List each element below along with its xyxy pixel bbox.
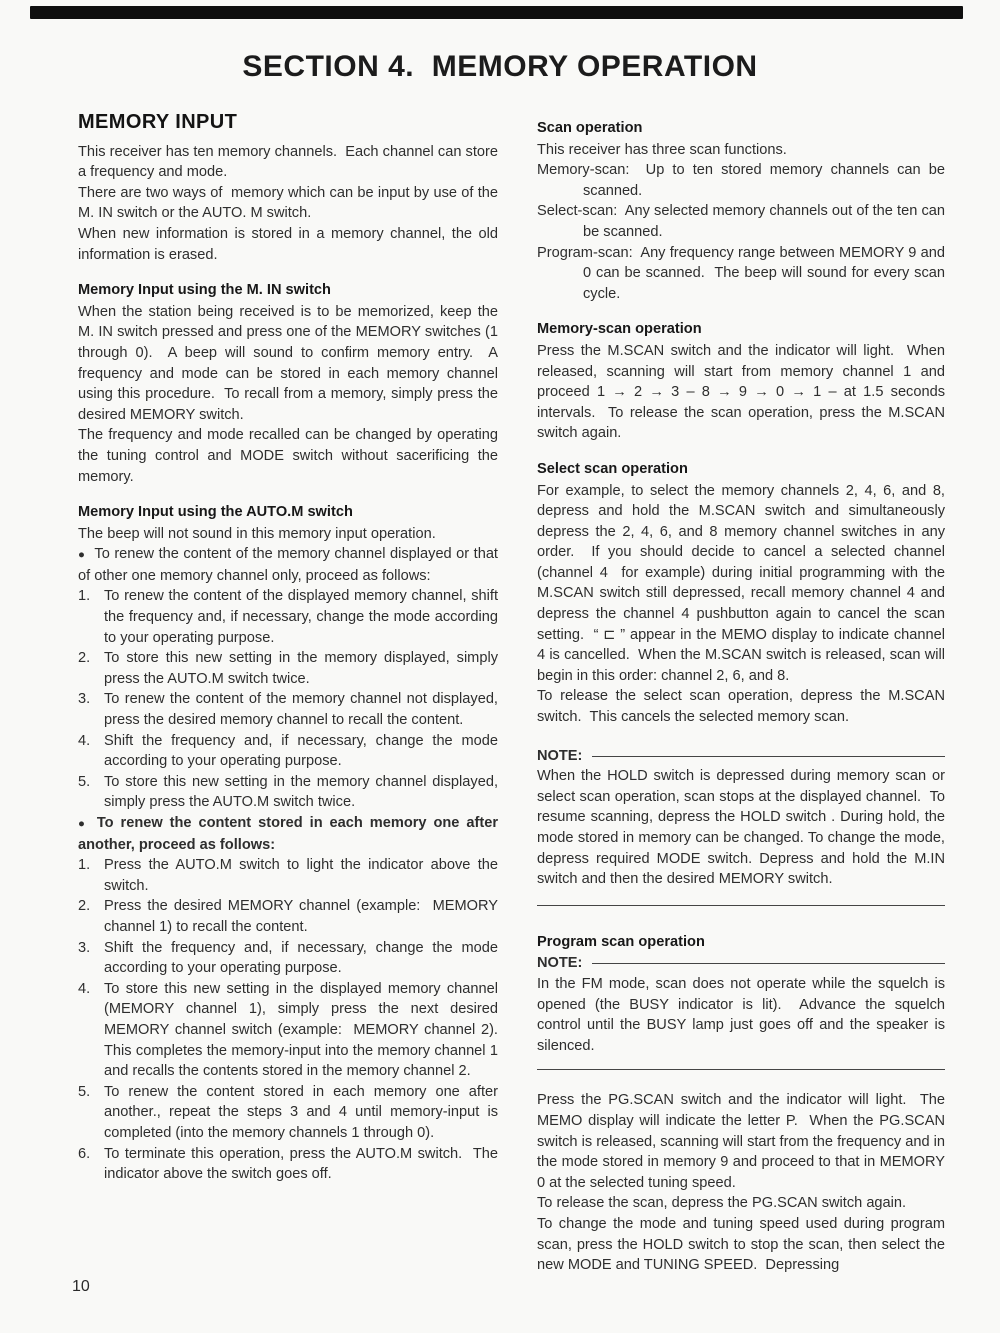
scan-definition: Program-scan: Any frequency range between MEMORY 9 and 0 can be scanned. The beep will sound for every scan cycle. bbox=[537, 244, 950, 302]
item-text: To renew the content of the memory channel not displayed, press the desired memory channel to recall the content. bbox=[104, 691, 503, 729]
note-paragraph: When the HOLD switch is depressed during memory scan or select scan operation, scan stops at the displayed channel. To resume scanning, depress the HOLD switch . During hold, the mode stored in memory can be changed. To change the mode, depress required MODE switch. Depress and hold the M.IN switch and then the desired MEMORY switch. bbox=[537, 768, 950, 888]
note-rule-line bbox=[592, 756, 945, 757]
bullet-paragraph bbox=[78, 813, 503, 855]
program-scan-heading: Program scan operation bbox=[537, 933, 705, 950]
numbered-item bbox=[78, 979, 507, 1082]
right-column bbox=[537, 118, 950, 1276]
memory-scan-paragraph: Press the M.SCAN switch and the indicator will light. When released, scanning will start from memory channel 1 and proceed 1 → 2 → 3 – 8 → 9 → 0 → 1 – at 1.5 seconds intervals. To release the scan operation, press the M.SCAN switch again. bbox=[537, 342, 950, 442]
select-scan-paragraph: To release the select scan operation, depress the M.SCAN switch. This cancels the selected memory scan. bbox=[537, 688, 950, 726]
item-number: 4. bbox=[78, 980, 91, 997]
autom-switch-paragraph: The beep will not sound in this memory input operation. bbox=[78, 525, 436, 542]
min-switch-paragraph: The frequency and mode recalled can be changed by operating the tuning control and MODE switch without sacerificing the memory. bbox=[78, 427, 503, 485]
note-label: NOTE: bbox=[537, 955, 583, 972]
item-number: 4. bbox=[78, 732, 91, 749]
horizontal-rule bbox=[537, 1069, 945, 1070]
scan-definition: Select-scan: Any selected memory channels out of the ten can be scanned. bbox=[537, 203, 950, 240]
numbered-item bbox=[78, 938, 503, 979]
note-paragraph: In the FM mode, scan does not operate while the squelch is opened (the BUSY indicator is lit). Advance the squelch control until the BUSY lamp just goes off and the speaker is silenced. bbox=[537, 975, 950, 1054]
program-scan-paragraph: Press the PG.SCAN switch and the indicator will light. The MEMO display will indicate the letter P. When the PG.SCAN switch is released, scanning will start from the frequency and in the mode stored in memory 9 and proceed to that in MEMORY 0 at the selected tuning speed. bbox=[537, 1092, 950, 1191]
item-text: To store this new setting in the displayed memory channel (MEMORY channel 1), simply press the next desired MEMORY channel switch (example: MEMORY channel 2). This completes the memory-input into the memory channel 1 and recalls the contents stored in the memory channel 2. bbox=[104, 980, 507, 1080]
item-number: 3. bbox=[78, 691, 91, 708]
numbered-item bbox=[78, 772, 503, 813]
item-text: Press the desired MEMORY channel (example: MEMORY channel 1) to recall the content. bbox=[104, 898, 503, 935]
min-switch-heading: Memory Input using the M. IN switch bbox=[78, 282, 331, 299]
numbered-item bbox=[78, 896, 503, 937]
page-title: SECTION 4. MEMORY OPERATION bbox=[242, 50, 758, 83]
numbered-item bbox=[78, 731, 503, 772]
item-number: 2. bbox=[78, 898, 91, 915]
memory-scan-heading: Memory-scan operation bbox=[537, 321, 702, 338]
item-text: To store this new setting in the memory displayed, simply press the AUTO.M switch twice. bbox=[104, 650, 503, 687]
select-scan-paragraph: For example, to select the memory channels 2, 4, 6, and 8, depress and hold the M.SCAN switch and simultaneously depress the 2, 4, 6, and 8 memory channel switches in any order. If you should decide to cancel a selected channel (channel 4 for example) during initial programming with the M.SCAN switch still depressed, recall memory channel 4 and depress the channel 4 pushbutton again to cancel the scan setting. “ ⊏ ” appear in the MEMO display to indicate channel 4 is cancelled. When the M.SCAN switch is released, scan will begin in this order: channel 2, 6, and 8. bbox=[537, 482, 950, 684]
autom-switch-heading: Memory Input using the AUTO.M switch bbox=[78, 504, 353, 521]
item-text: To store this new setting in the memory channel displayed, simply press the AUTO.M switch twice. bbox=[104, 773, 503, 811]
item-text: Shift the frequency and, if necessary, change the mode according to your operating purpose. bbox=[104, 939, 503, 977]
scan-operation-line: This receiver has three scan functions. bbox=[537, 141, 787, 158]
note-label: NOTE: bbox=[537, 747, 583, 764]
numbered-item bbox=[78, 1082, 503, 1144]
program-scan-paragraph: To release the scan, depress the PG.SCAN switch again. bbox=[537, 1195, 907, 1212]
bullet-text: To renew the content of the memory channel displayed or that of other one memory channel only, proceed as follows: bbox=[78, 546, 503, 584]
item-text: To terminate this operation, press the AUTO.M switch. The indicator above the switch goes off. bbox=[104, 1145, 503, 1183]
item-text: To renew the content of the displayed memory channel, shift the frequency and, if necessary, change the mode according to your operating purpose. bbox=[104, 588, 503, 646]
bullet-icon: ● bbox=[78, 818, 88, 830]
bullet-icon: ● bbox=[78, 549, 86, 562]
bullet-text: To renew the content stored in each memory one after another, proceed as follows: bbox=[78, 815, 503, 853]
item-number: 5. bbox=[78, 773, 91, 790]
page-number: 10 bbox=[72, 1278, 90, 1295]
note-rule-line bbox=[592, 963, 945, 964]
intro-paragraph: There are two ways of memory which can be input by use of the M. IN switch or the AUTO. M switch. bbox=[78, 184, 503, 222]
item-text: Shift the frequency and, if necessary, change the mode according to your operating purpose. bbox=[104, 732, 503, 770]
item-number: 1. bbox=[78, 857, 91, 874]
item-number: 2. bbox=[78, 650, 91, 667]
left-column bbox=[78, 111, 507, 1185]
numbered-item bbox=[78, 689, 503, 730]
program-scan-paragraph: To change the mode and tuning speed used during program scan, press the HOLD switch to stop the scan, then select the new MODE and TUNING SPEED. Depressing bbox=[537, 1215, 950, 1274]
memory-input-heading: MEMORY INPUT bbox=[78, 111, 238, 133]
note-heading bbox=[537, 746, 945, 767]
item-number: 1. bbox=[78, 588, 91, 605]
numbered-item bbox=[78, 586, 503, 648]
numbered-item bbox=[78, 648, 503, 689]
scan-artifact-bar bbox=[30, 6, 963, 19]
item-number: 3. bbox=[78, 939, 91, 956]
intro-paragraph: This receiver has ten memory channels. Each channel can store a frequency and mode. bbox=[78, 143, 503, 181]
scan-definition: Memory-scan: Up to ten stored memory channels can be scanned. bbox=[537, 162, 950, 199]
select-scan-heading: Select scan operation bbox=[537, 460, 688, 477]
scan-operation-heading: Scan operation bbox=[537, 120, 643, 136]
item-number: 5. bbox=[78, 1083, 91, 1100]
numbered-item bbox=[78, 1144, 503, 1185]
note-heading bbox=[537, 953, 945, 974]
numbered-item bbox=[78, 855, 503, 896]
horizontal-rule bbox=[537, 905, 945, 906]
min-switch-paragraph: When the station being received is to be memorized, keep the M. IN switch pressed and press one of the MEMORY switches (1 through 0). A beep will sound to confirm memory entry. A frequency and mode can be stored in each memory channel using this procedure. To recall from a memory, simply press the desired MEMORY switch. bbox=[78, 303, 503, 423]
item-text: Press the AUTO.M switch to light the indicator above the switch. bbox=[104, 857, 503, 894]
item-text: To renew the content stored in each memory one after another., repeat the steps 3 and 4 until memory-input is completed (into the memory channels 1 through 0). bbox=[104, 1083, 503, 1141]
intro-paragraph: When new information is stored in a memory channel, the old information is erased. bbox=[78, 225, 503, 263]
item-number: 6. bbox=[78, 1145, 91, 1162]
bullet-paragraph bbox=[78, 544, 503, 586]
